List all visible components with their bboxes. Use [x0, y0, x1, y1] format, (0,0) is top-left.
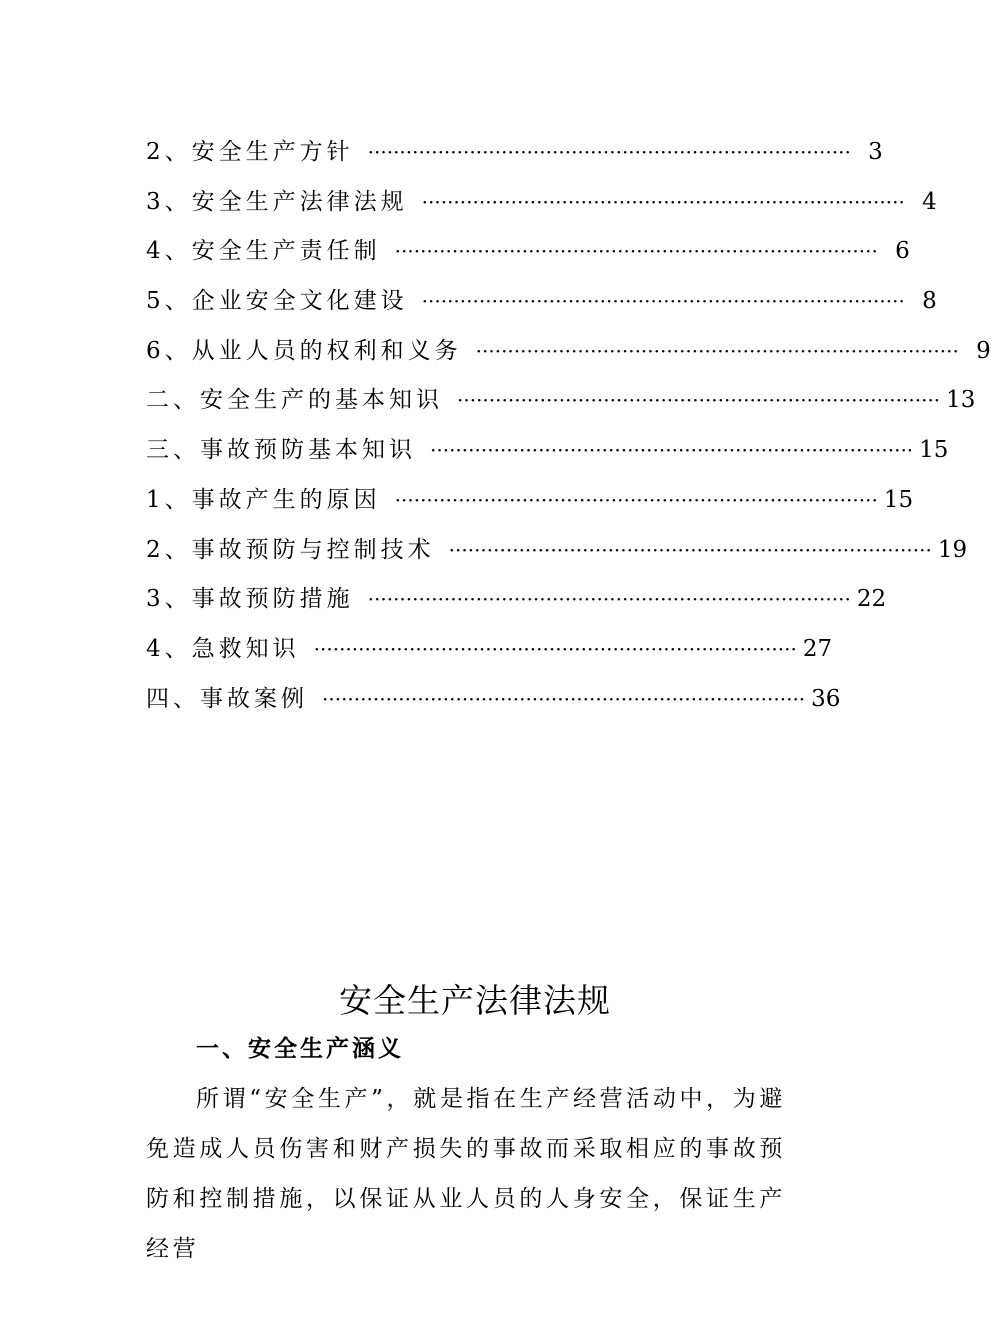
toc-page-number: 15: [883, 486, 914, 513]
toc-leader-dots: ············································································: [421, 189, 905, 214]
toc-page-number: 36: [811, 685, 841, 712]
toc-entry-label: 2、事故预防与控制技术: [146, 536, 435, 563]
toc-page-number: 19: [937, 536, 968, 563]
toc-leader-dots: ············································································: [367, 587, 851, 612]
toc-leader-dots: ············································································: [322, 686, 806, 711]
toc-entry[interactable]: [146, 579, 887, 629]
toc-leader-dots: ············································································: [421, 289, 905, 314]
document-title: 安全生产法律法规: [339, 981, 611, 1020]
toc-leader-dots: ············································································: [448, 537, 932, 562]
toc-entry[interactable]: [146, 480, 914, 530]
toc-entry-label: 2、安全生产方针: [146, 139, 354, 165]
toc-entry-label: 四、事故案例: [146, 685, 308, 712]
toc-page-number: 15: [919, 437, 949, 464]
toc-leader-dots: ············································································: [430, 438, 914, 463]
toc-entry[interactable]: [146, 530, 968, 580]
toc-leader-dots: ············································································: [457, 388, 941, 413]
toc-entry[interactable]: [146, 281, 937, 331]
toc-leader-dots: ············································································: [367, 140, 851, 164]
toc-entry[interactable]: [146, 430, 949, 480]
toc-page-number: 22: [856, 586, 887, 613]
toc-entry[interactable]: [146, 629, 833, 679]
toc-entry-label: 4、安全生产责任制: [146, 238, 381, 265]
toc-entry[interactable]: [146, 132, 883, 182]
toc-entry[interactable]: [146, 231, 910, 281]
toc-leader-dots: ············································································: [394, 239, 878, 264]
toc-entry[interactable]: [146, 182, 937, 232]
toc-entry-label: 1、事故产生的原因: [146, 486, 381, 513]
toc-entry[interactable]: [146, 679, 841, 729]
toc-entry[interactable]: [146, 331, 991, 381]
toc-leader-dots: ············································································: [313, 636, 797, 661]
toc-page-number: 13: [946, 387, 976, 414]
toc-page-number: 3: [868, 139, 883, 165]
table-of-contents: [146, 132, 991, 728]
toc-entry-label: 三、事故预防基本知识: [146, 437, 416, 464]
body-paragraph: 所谓“安全生产”，就是指在生产经营活动中，为避免造成人员伤害和财产损失的事故而采取相应的事故预防和控制措施，以保证从业人员的人身安全，保证生产经营: [146, 1086, 786, 1262]
toc-entry-label: 3、安全生产法律法规: [146, 188, 408, 215]
toc-entry-label: 5、企业安全文化建设: [146, 288, 408, 315]
toc-leader-dots: ············································································: [394, 487, 878, 512]
toc-page-number: 27: [802, 635, 833, 662]
toc-page-number: 9: [976, 337, 991, 364]
toc-page-number: 6: [895, 238, 910, 265]
toc-page-number: 8: [922, 288, 937, 315]
toc-entry-label: 4、急救知识: [146, 635, 300, 662]
toc-entry-label: 二、安全生产的基本知识: [146, 387, 443, 414]
toc-page-number: 4: [922, 188, 937, 215]
toc-entry-label: 6、从业人员的权利和义务: [146, 337, 462, 364]
toc-entry[interactable]: [146, 380, 976, 430]
section-heading: 一、安全生产涵义: [196, 1036, 404, 1062]
toc-leader-dots: ············································································: [475, 338, 959, 363]
toc-entry-label: 3、事故预防措施: [146, 586, 354, 613]
